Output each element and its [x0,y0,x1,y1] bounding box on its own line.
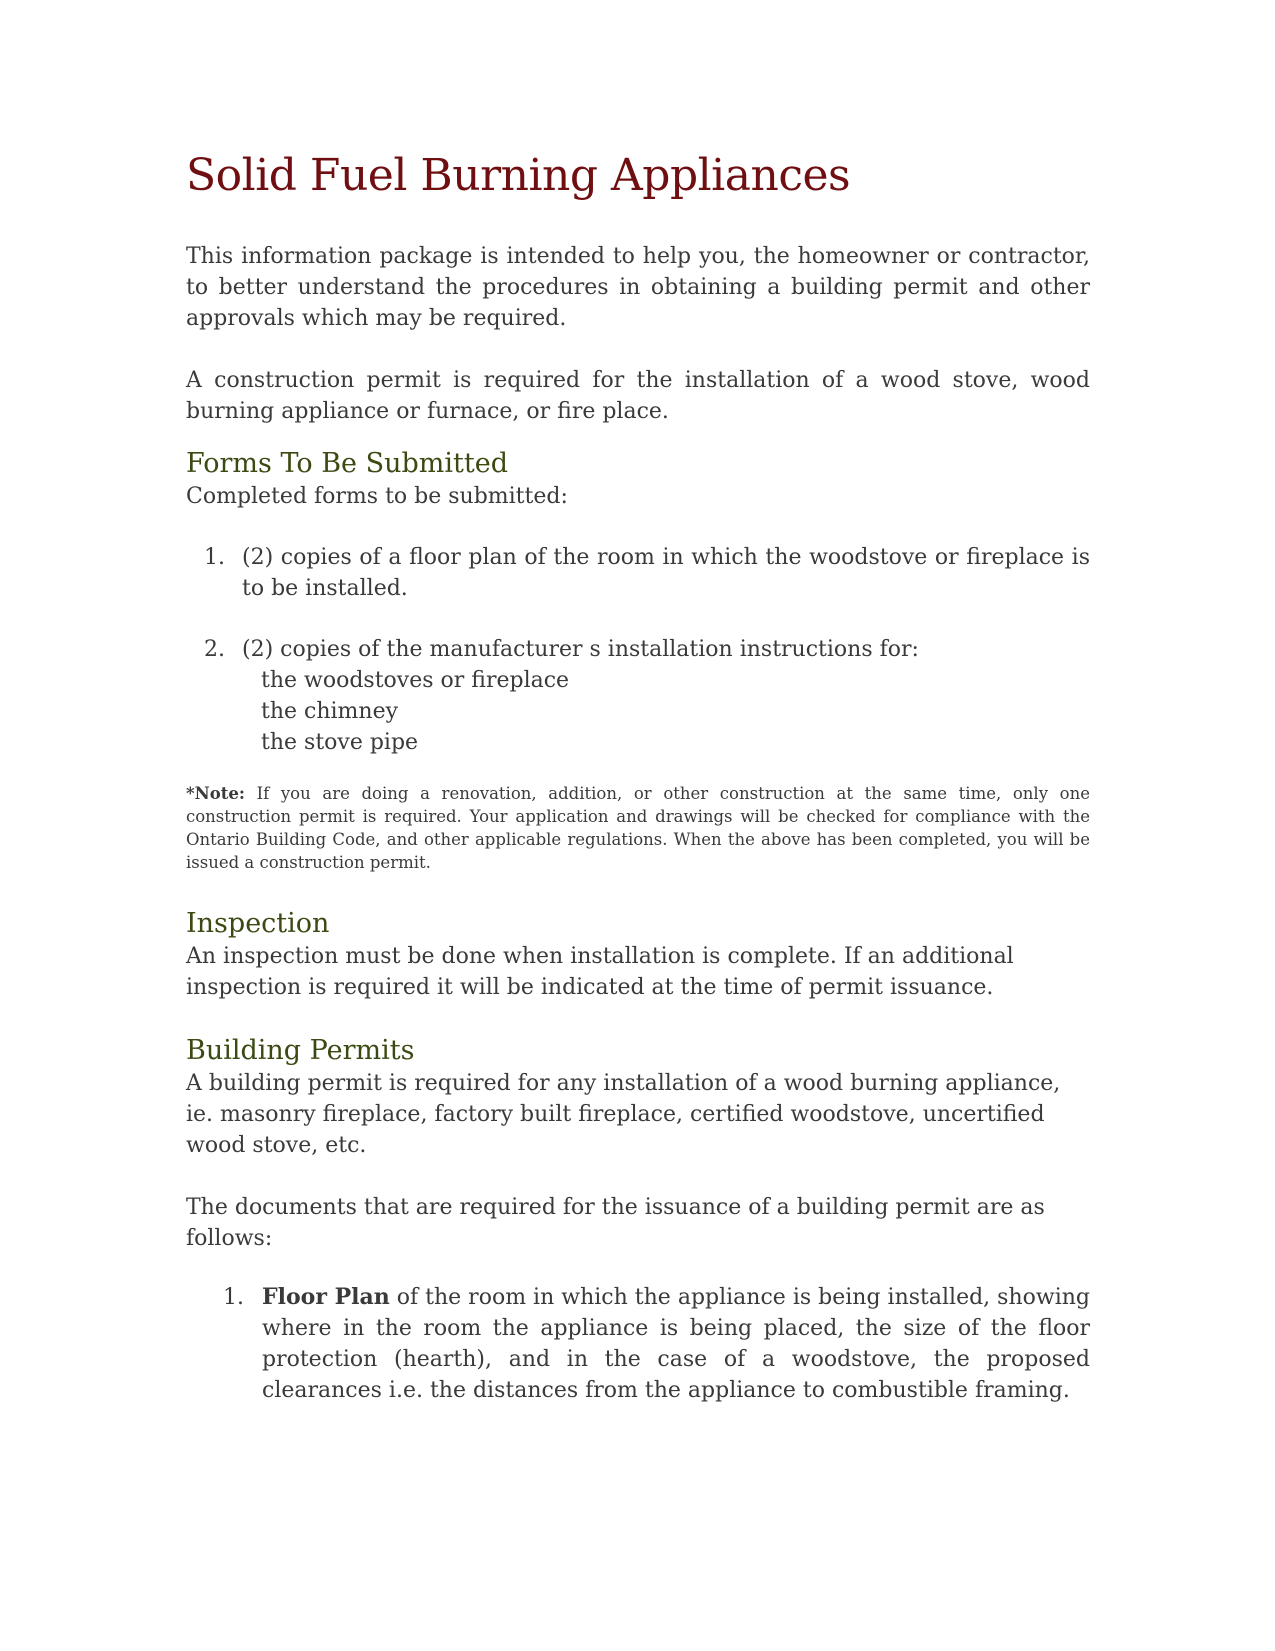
list-number: 1. [223,1284,244,1310]
list-item-text: (2) copies of a floor plan of the room in which the woodstove or fireplace is to be installed. [242,544,1090,601]
list-item [186,1282,1090,1406]
note-label: *Note: [186,783,245,803]
sub-item: the woodstoves or fireplace [261,667,570,693]
list-item [186,634,1090,758]
page-title: Solid Fuel Burning Appliances [186,150,851,201]
documents-list [186,1282,1090,1406]
permit-requirement-paragraph: A construction permit is required for the installation of a wood stove, wood burning appliance or furnace, or fire place. [186,367,1090,424]
building-permits-heading: Building Permits [186,1034,415,1066]
sub-item: the chimney [261,698,399,724]
building-permits-paragraph: A building permit is required for any installation of a wood burning appliance, ie. masonry fireplace, factory built fireplace, certified woodstove, uncertified wood stove, etc. [186,1070,1061,1158]
forms-lead: Completed forms to be submitted: [186,483,568,509]
inspection-heading: Inspection [186,907,330,939]
note-paragraph [186,782,1090,874]
documents-required-paragraph: The documents that are required for the issuance of a building permit are as follows: [186,1194,1045,1251]
intro-paragraph: This information package is intended to help you, the homeowner or contractor, to better understand the procedures in obtaining a building permit and other approvals which may be required. [186,243,1090,331]
sub-item-list [242,665,1090,758]
document-page [186,150,1090,1406]
forms-heading: Forms To Be Submitted [186,447,508,479]
list-number: 1. [204,544,225,570]
note-text: If you are doing a renovation, addition, or other construction at the same time, only one construction permit is required. Your application and drawings will be checked for compliance with the Ontario Building Code, and other applicable regulations. When the above has been completed, you will be issued a construction permit. [186,783,1090,872]
list-item-text: (2) copies of the manufacturer s installation instructions for: [242,636,919,662]
list-item-term: Floor Plan [262,1283,390,1310]
list-item [186,542,1090,604]
sub-item: the stove pipe [261,729,419,755]
inspection-text: An inspection must be done when installation is complete. If an additional inspection is required it will be indicated at the time of permit issuance. [186,943,1014,1000]
list-item-text: of the room in which the appliance is being installed, showing where in the room the appliance is being placed, the size of the floor protection (hearth), and in the case of a woodstove, the proposed clearances i.e. the distances from the appliance to combustible framing. [262,1284,1090,1403]
list-number: 2. [204,636,225,662]
forms-list [186,542,1090,758]
